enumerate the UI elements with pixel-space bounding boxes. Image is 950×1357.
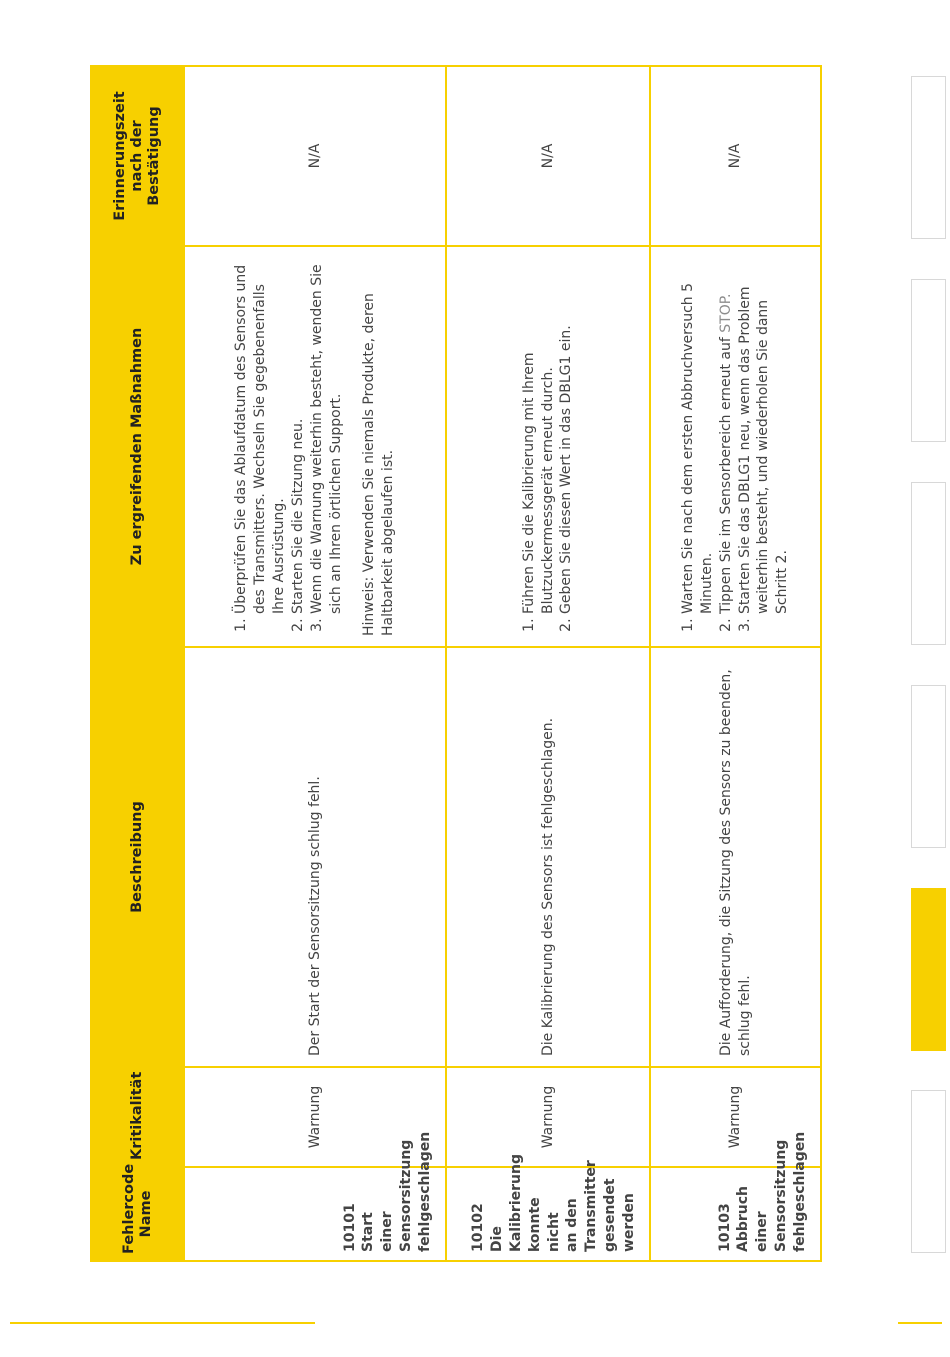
criticality-cell: Warnung	[446, 1067, 650, 1167]
side-tab[interactable]	[911, 685, 946, 848]
step-text: Tippen Sie im Sensorbereich erneut auf	[717, 337, 734, 614]
action-step: 1. Überprüfen Sie das Ablaufdatum des Sensors und des Transmitters. Wechseln Sie gegebenenfalls Ihre Ausrüstung.	[232, 257, 289, 614]
error-code-name	[650, 1131, 821, 1261]
description-cell: Die Aufforderung, die Sitzung des Sensors zu beenden, schlug fehl.	[650, 647, 821, 1067]
action-step: 2. Starten Sie die Sitzung neu.	[289, 257, 308, 614]
table-row	[650, 66, 821, 1261]
footer-rule-right	[898, 1322, 942, 1324]
table-row	[446, 66, 650, 1261]
side-tab[interactable]	[911, 1090, 946, 1253]
actions-cell	[446, 246, 650, 647]
side-tab[interactable]	[911, 279, 946, 442]
table-row	[184, 66, 446, 1261]
error-name: Abbruch einer Sensorsitzung fehlgeschlagen	[735, 1131, 809, 1252]
side-tab[interactable]	[911, 76, 946, 239]
side-tab-active[interactable]	[911, 888, 946, 1051]
side-tab[interactable]	[911, 482, 946, 645]
criticality-cell: Warnung	[650, 1067, 821, 1167]
action-step	[717, 257, 736, 614]
error-name: Start einer Sensorsitzung fehlgeschlagen	[360, 1131, 434, 1252]
header-criticality: Kritikalität	[91, 1067, 184, 1167]
error-code: 10102	[469, 1203, 486, 1252]
actions-cell	[184, 246, 446, 647]
error-code: 10103	[716, 1203, 733, 1252]
error-code-name	[184, 1131, 446, 1261]
action-step: 3. Wenn die Warnung weiterhin besteht, wenden Sie sich an Ihren örtlichen Support.	[308, 257, 346, 614]
action-steps	[520, 257, 577, 636]
header-description: Beschreibung	[91, 647, 184, 1067]
action-note: Hinweis: Verwenden Sie niemals Produkte, deren Haltbarkeit abgelaufen ist.	[360, 293, 396, 636]
rotated-page-content	[90, 67, 820, 1262]
reminder-cell: N/A	[446, 66, 650, 246]
action-step: 2. Geben Sie diesen Wert in das DBLG1 ein.	[557, 257, 576, 614]
error-code: 10101	[341, 1203, 358, 1252]
header-actions: Zu ergreifenden Maßnahmen	[91, 246, 184, 647]
criticality-cell: Warnung	[184, 1067, 446, 1167]
action-steps	[679, 257, 792, 636]
description-cell: Die Kalibrierung des Sensors ist fehlgeschlagen.	[446, 647, 650, 1067]
header-code-name: Fehlercode Name	[91, 1167, 184, 1261]
action-step: 1. Führen Sie die Kalibrierung mit Ihrem Blutzuckermessgerät erneut durch.	[520, 257, 558, 614]
reminder-cell: N/A	[184, 66, 446, 246]
description-cell: Der Start der Sensorsitzung schlug fehl.	[184, 647, 446, 1067]
error-name: Die Kalibrierung konnte nicht an den Transmitter gesendet werden	[488, 1154, 638, 1252]
action-step: 3. Starten Sie das DBLG1 neu, wenn das Problem weiterhin besteht, und wiederholen Sie dann Schritt 2.	[736, 257, 793, 614]
error-code-name	[446, 1154, 650, 1261]
header-reminder: Erinnerungszeit nach der Bestätigung	[91, 66, 184, 246]
action-step: 1. Warten Sie nach dem ersten Abbruchversuch 5 Minuten.	[679, 257, 717, 614]
action-steps	[232, 257, 345, 636]
actions-cell	[650, 246, 821, 647]
error-code-table	[90, 65, 822, 1262]
footer-rule-left	[10, 1322, 315, 1324]
reminder-cell: N/A	[650, 66, 821, 246]
stop-label: STOP.	[717, 293, 734, 333]
header-row	[91, 66, 184, 1261]
